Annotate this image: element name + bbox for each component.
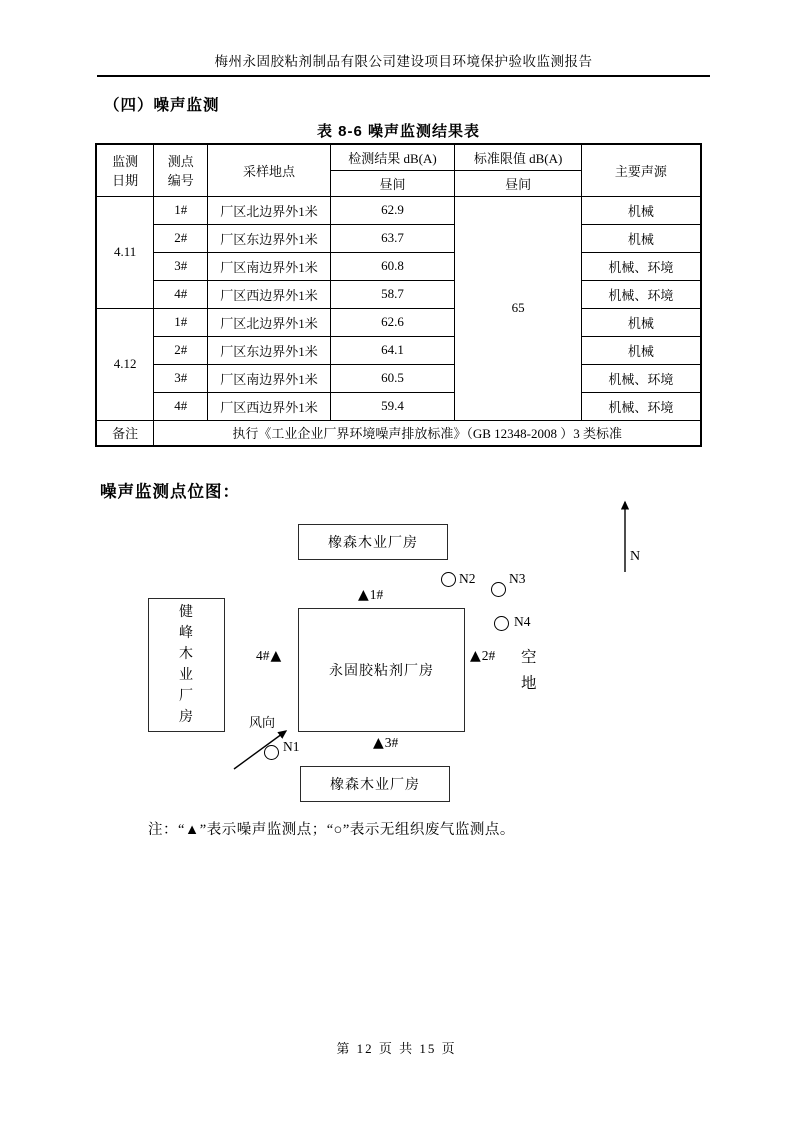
col-header-location: 采样地点: [208, 144, 331, 196]
cell-location: 厂区南边界外1米: [208, 364, 331, 392]
table-row: [96, 196, 701, 224]
remark-text: 执行《工业企业厂界环境噪声排放标准》（GB 12348-2008 ）3 类标准: [154, 420, 701, 446]
cell-location: 厂区东边界外1米: [208, 336, 331, 364]
factory-box-left-label: 健峰木业厂房: [179, 605, 194, 725]
cell-source: 机械、环境: [581, 364, 701, 392]
table-row: [96, 336, 701, 364]
table-row: [96, 252, 701, 280]
col-header-source: 主要声源: [581, 144, 701, 196]
subheader-daytime-limit: 昼间: [455, 170, 582, 196]
subheader-daytime-result: 昼间: [330, 170, 455, 196]
table-title: 表 8-6 噪声监测结果表: [316, 123, 480, 140]
cell-limit-value: 65: [455, 196, 582, 420]
cell-point: 4#: [154, 392, 208, 420]
cell-point: 4#: [154, 280, 208, 308]
cell-source: 机械、环境: [581, 252, 701, 280]
noise-point-icon: ▲: [270, 648, 282, 664]
noise-point-2: [470, 648, 495, 664]
running-head: 梅州永固胶粘剂制品有限公司建设项目环境保护验收监测报告: [97, 50, 710, 77]
table-row: [96, 308, 701, 336]
cell-result: 59.4: [330, 392, 455, 420]
north-label: N: [630, 549, 641, 564]
cell-source: 机械、环境: [581, 392, 701, 420]
cell-point: 2#: [154, 224, 208, 252]
wind-arrow-icon: [230, 722, 295, 774]
open-area-label: 空地: [521, 649, 537, 692]
cell-result: 58.7: [330, 280, 455, 308]
cell-date: 4.11: [96, 196, 154, 308]
noise-point-4: [256, 648, 281, 664]
cell-result: 62.9: [330, 196, 455, 224]
cell-location: 厂区南边界外1米: [208, 252, 331, 280]
noise-point-3-label: 3#: [384, 735, 399, 750]
cell-location: 厂区北边界外1米: [208, 196, 331, 224]
cell-source: 机械: [581, 224, 701, 252]
cell-location: 厂区西边界外1米: [208, 392, 331, 420]
noise-point-icon: ▲: [470, 648, 481, 664]
gas-point-2-label: N2: [459, 571, 476, 586]
cell-point: 2#: [154, 336, 208, 364]
gas-point-icon: [491, 582, 506, 597]
gas-point-1-label: N1: [283, 739, 300, 754]
factory-box-center-label: 永固胶粘剂厂房: [329, 664, 434, 679]
col-header-point: 测点 编号: [154, 144, 208, 196]
noise-point-4-label: 4#: [256, 648, 270, 663]
cell-point: 1#: [154, 196, 208, 224]
page-number: 第 12 页 共 15 页: [336, 1041, 457, 1056]
noise-point-1: [358, 587, 383, 603]
cell-location: 厂区北边界外1米: [208, 308, 331, 336]
table-row: [96, 224, 701, 252]
factory-box-center: [298, 608, 465, 732]
factory-box-left: [148, 598, 225, 732]
cell-result: 63.7: [330, 224, 455, 252]
cell-location: 厂区西边界外1米: [208, 280, 331, 308]
cell-result: 64.1: [330, 336, 455, 364]
noise-point-1-label: 1#: [369, 587, 384, 602]
gas-point-icon: [441, 572, 456, 587]
remark-label: 备注: [96, 420, 154, 446]
table-row: [96, 280, 701, 308]
cell-date: 4.12: [96, 308, 154, 420]
diagram-heading: 噪声监测点位图：: [100, 483, 240, 501]
section-title: （四）噪声监测: [104, 97, 220, 114]
cell-source: 机械、环境: [581, 280, 701, 308]
cell-result: 60.8: [330, 252, 455, 280]
gas-point-4-label: N4: [514, 614, 531, 629]
factory-box-bottom: [300, 766, 450, 802]
gas-point-icon: [494, 616, 509, 631]
cell-point: 1#: [154, 308, 208, 336]
factory-box-top: [298, 524, 448, 560]
cell-point: 3#: [154, 252, 208, 280]
col-header-date: 监测 日期: [96, 144, 154, 196]
table-row: [96, 392, 701, 420]
noise-results-table: [95, 143, 702, 447]
cell-source: 机械: [581, 336, 701, 364]
cell-source: 机械: [581, 308, 701, 336]
diagram-note: 注：“▲”表示噪声监测点；“○”表示无组织废气监测点。: [148, 822, 515, 838]
factory-box-bottom-label: 橡森木业厂房: [330, 778, 420, 793]
noise-point-icon: ▲: [373, 735, 384, 751]
table-row: [96, 364, 701, 392]
cell-result: 62.6: [330, 308, 455, 336]
col-header-limit: 标准限值 dB(A): [455, 144, 582, 170]
noise-point-3: [373, 735, 398, 751]
cell-point: 3#: [154, 364, 208, 392]
gas-point-3-label: N3: [509, 571, 526, 586]
cell-location: 厂区东边界外1米: [208, 224, 331, 252]
factory-box-top-label: 橡森木业厂房: [328, 536, 418, 551]
remark-row: [96, 420, 701, 446]
wind-direction-label: 风向: [249, 715, 276, 730]
noise-point-icon: ▲: [358, 587, 369, 603]
col-header-result: 检测结果 dB(A): [330, 144, 455, 170]
cell-source: 机械: [581, 196, 701, 224]
cell-result: 60.5: [330, 364, 455, 392]
noise-point-2-label: 2#: [481, 648, 496, 663]
